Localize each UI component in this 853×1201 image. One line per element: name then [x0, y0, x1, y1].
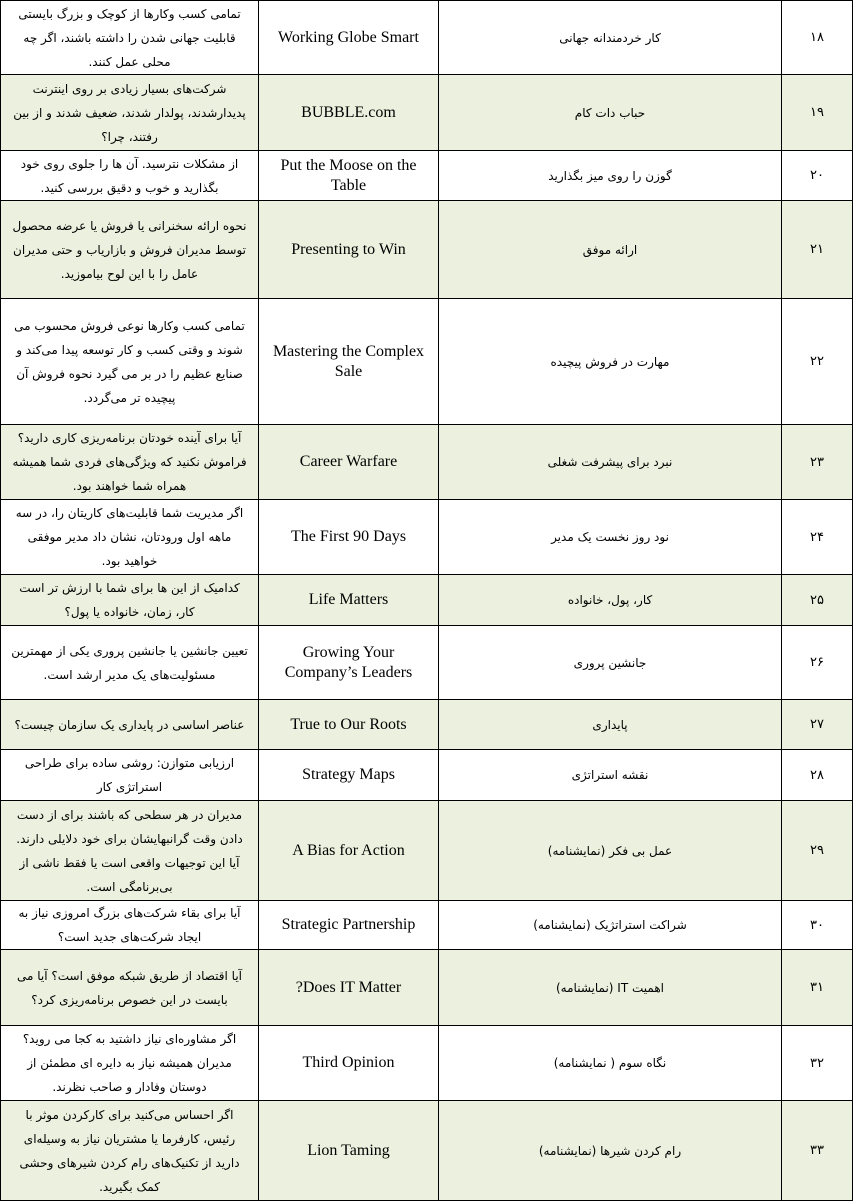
description: آیا برای بقاء شرکت‌های بزرگ امروزی نیاز به ایجاد شرکت‌های جدید است؟ [1, 901, 259, 950]
persian-title: مهارت در فروش پیچیده [439, 299, 782, 425]
description: از مشکلات نترسید. آن ها را جلوی روی خود بگذارید و خوب و دقیق بررسی کنید. [1, 151, 259, 201]
english-title: Presenting to Win [259, 201, 439, 299]
table-row [1, 626, 853, 700]
persian-title: کار، پول، خانواده [439, 575, 782, 626]
english-title: Life Matters [259, 575, 439, 626]
table-row [1, 425, 853, 500]
table-row [1, 700, 853, 750]
persian-title: نقشه استراتژی [439, 750, 782, 801]
table-row [1, 575, 853, 626]
row-number: ۲۷ [782, 700, 853, 750]
description: نحوه ارائه سخنرانی یا فروش یا عرضه محصول توسط مدیران فروش و بازاریاب و حتی مدیران عامل را با این لوح بیاموزید. [1, 201, 259, 299]
english-title: Put the Moose on the Table [259, 151, 439, 201]
row-number: ۲۴ [782, 500, 853, 575]
table-row [1, 950, 853, 1026]
row-number: ۳۱ [782, 950, 853, 1026]
description: اگر مشاوره‌ای نیاز داشتید به کجا می روید؟ مدیران همیشه نیاز به دایره ای مطمئن از دوستان وفادار و صاحب نظرند. [1, 1026, 259, 1101]
english-title: Mastering the Complex Sale [259, 299, 439, 425]
english-title: Does IT Matter? [259, 950, 439, 1026]
description: تمامی کسب وکارها از کوچک و بزرگ بایستی قابلیت جهانی شدن را داشته باشند، اگر چه محلی عمل کنند. [1, 1, 259, 75]
english-title: A Bias for Action [259, 801, 439, 901]
persian-title: جانشین پروری [439, 626, 782, 700]
row-number: ۲۹ [782, 801, 853, 901]
description: شرکت‌های بسیار زیادی بر روی اینترنت پدیدارشدند، پولدار شدند، ضعیف شدند و از بین رفتند، چرا؟ [1, 75, 259, 151]
persian-title: اهمیت IT (نمایشنامه) [439, 950, 782, 1026]
description: ارزیابی متوازن: روشی ساده برای طراحی استراتژی کار [1, 750, 259, 801]
row-number: ۲۵ [782, 575, 853, 626]
row-number: ۳۳ [782, 1101, 853, 1201]
table-row [1, 299, 853, 425]
persian-title: عمل بی فکر (نمایشنامه) [439, 801, 782, 901]
persian-title: شراکت استراتژیک (نمایشنامه) [439, 901, 782, 950]
english-title: Lion Taming [259, 1101, 439, 1201]
persian-title: پایداری [439, 700, 782, 750]
english-title: Growing Your Company’s Leaders [259, 626, 439, 700]
table-row [1, 901, 853, 950]
persian-title: حباب دات کام [439, 75, 782, 151]
table-row [1, 75, 853, 151]
description: عناصر اساسی در پایداری یک سازمان چیست؟ [1, 700, 259, 750]
description: اگر احساس می‌کنید برای کارکردن موثر با رئیس، کارفرما یا مشتریان نیاز به وسیله‌ای دارید از تکنیک‌های رام کردن شیرهای وحشی کمک بگیرید. [1, 1101, 259, 1201]
english-title: True to Our Roots [259, 700, 439, 750]
english-title: Strategic Partnership [259, 901, 439, 950]
row-number: ۳۲ [782, 1026, 853, 1101]
table-row [1, 1101, 853, 1201]
english-title: Working Globe Smart [259, 1, 439, 75]
table-row [1, 750, 853, 801]
row-number: ۲۶ [782, 626, 853, 700]
description: مدیران در هر سطحی که باشند برای از دست دادن وقت گرانبهایشان برای خود دلایلی دارند. آیا این توجیهات واقعی است یا فقط ناشی از بی‌برنامگی است. [1, 801, 259, 901]
description: آیا اقتصاد از طریق شبکه موفق است؟ آیا می بایست در این خصوص برنامه‌ریزی کرد؟ [1, 950, 259, 1026]
english-title: Third Opinion [259, 1026, 439, 1101]
persian-title: نگاه سوم ( نمایشنامه) [439, 1026, 782, 1101]
english-title: Career Warfare [259, 425, 439, 500]
row-number: ۱۸ [782, 1, 853, 75]
persian-title: نود روز نخست یک مدیر [439, 500, 782, 575]
english-title: The First 90 Days [259, 500, 439, 575]
description: تمامی کسب وکارها نوعی فروش محسوب می شوند و وقتی کسب و کار توسعه پیدا می‌کند و صنایع عظیم را در بر می گیرد نحوه فروش آن پیچیده تر می‌گردد. [1, 299, 259, 425]
row-number: ۲۲ [782, 299, 853, 425]
row-number: ۲۳ [782, 425, 853, 500]
row-number: ۲۰ [782, 151, 853, 201]
row-number: ۲۸ [782, 750, 853, 801]
persian-title: گوزن را روی میز بگذارید [439, 151, 782, 201]
table-row [1, 500, 853, 575]
description: تعیین جانشین یا جانشین پروری یکی از مهمترین مسئولیت‌های یک مدیر ارشد است. [1, 626, 259, 700]
description: اگر مدیریت شما قابلیت‌های کاریتان را، در سه ماهه اول ورودتان، نشان داد مدیر موفقی خواهید بود. [1, 500, 259, 575]
description: آیا برای آینده خودتان برنامه‌ریزی کاری دارید؟ فراموش نکنید که ویژگی‌های فردی شما همیشه همراه شما خواهند بود. [1, 425, 259, 500]
row-number: ۳۰ [782, 901, 853, 950]
persian-title: رام کردن شیرها (نمایشنامه) [439, 1101, 782, 1201]
table-row [1, 1026, 853, 1101]
row-number: ۲۱ [782, 201, 853, 299]
table-row [1, 201, 853, 299]
english-title: Strategy Maps [259, 750, 439, 801]
english-title: BUBBLE.com [259, 75, 439, 151]
table-row [1, 151, 853, 201]
persian-title: نبرد برای پیشرفت شغلی [439, 425, 782, 500]
table-row [1, 801, 853, 901]
table-row [1, 1, 853, 75]
row-number: ۱۹ [782, 75, 853, 151]
persian-title: کار خردمندانه جهانی [439, 1, 782, 75]
persian-title: ارائه موفق [439, 201, 782, 299]
description: کدامیک از این ها برای شما با ارزش تر است کار، زمان، خانواده یا پول؟ [1, 575, 259, 626]
